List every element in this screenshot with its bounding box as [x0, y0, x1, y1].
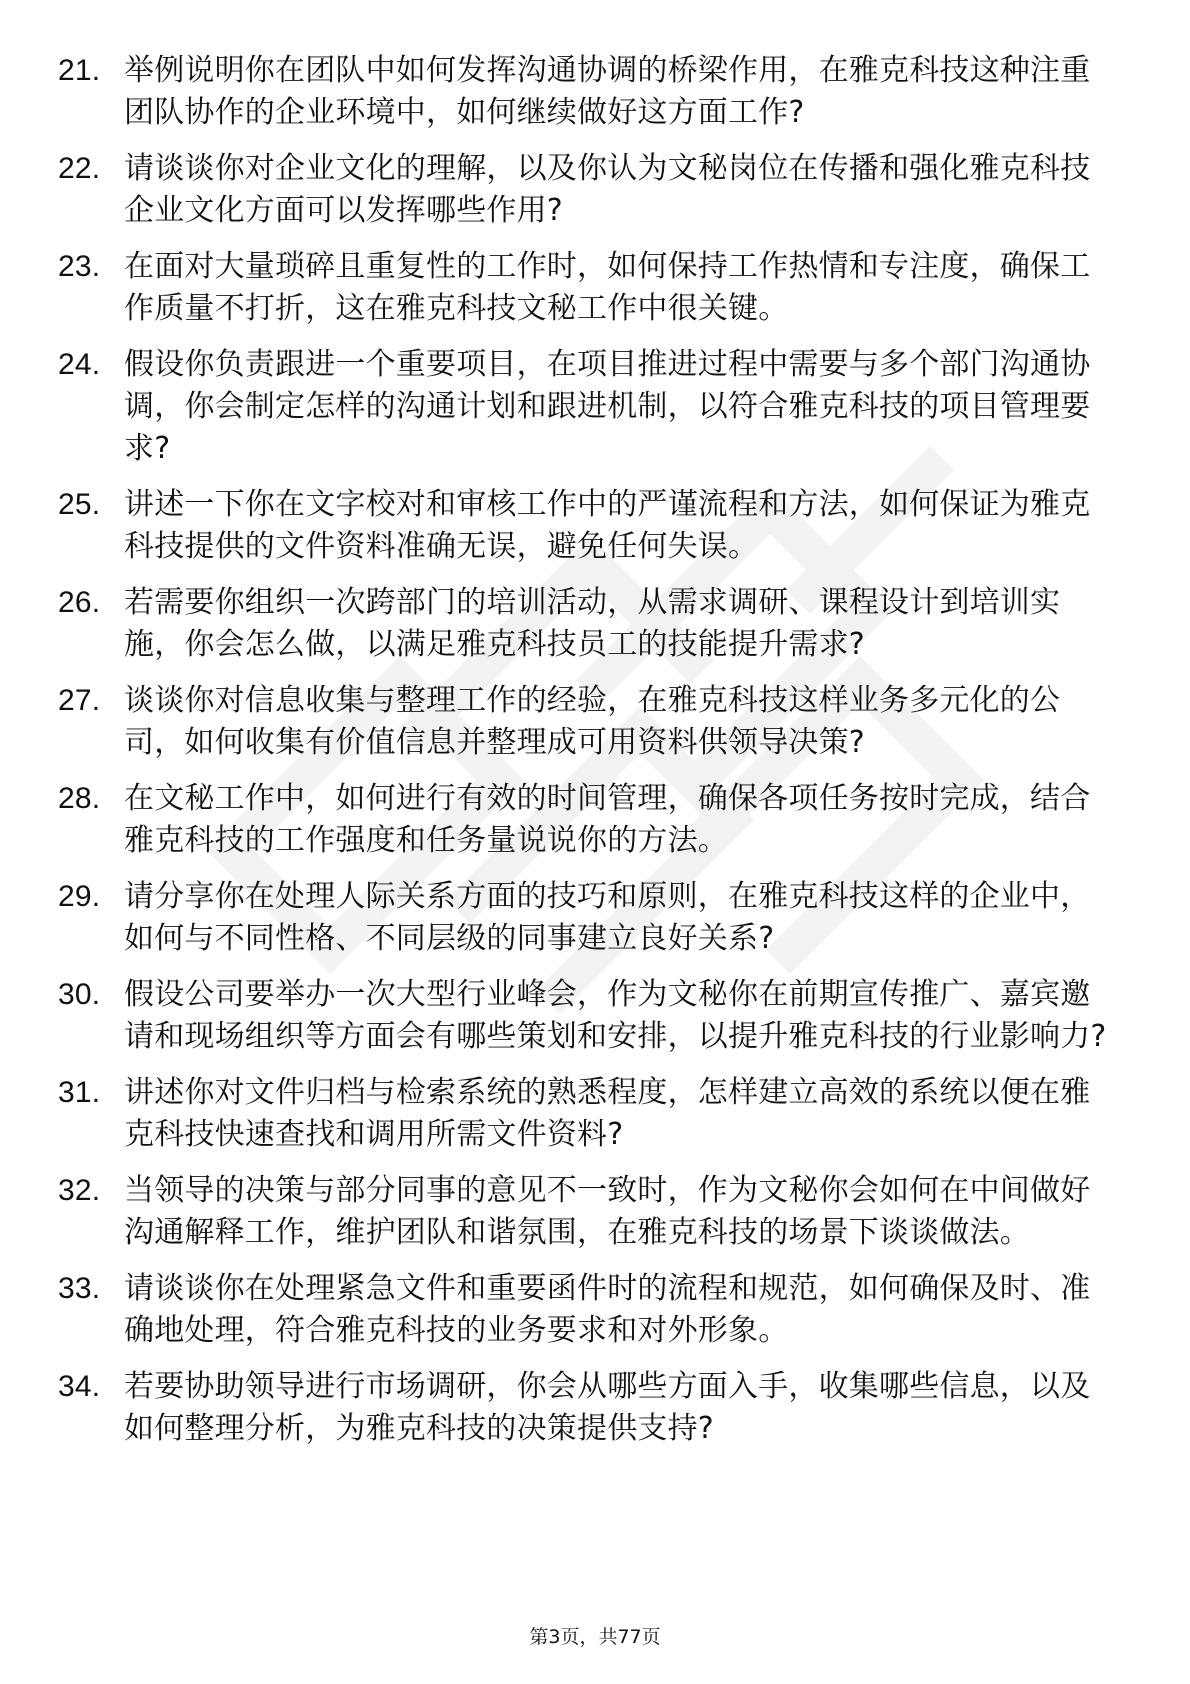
question-item — [0, 680, 1114, 764]
question-number: 28. — [58, 782, 101, 815]
question-text: 讲述一下你在文字校对和审核工作中的严谨流程和方法，如何保证为雅克科技提供的文件资料准确无误，避免任何失误。 — [124, 487, 1091, 564]
question-text: 请分享你在处理人际关系方面的技巧和原则，在雅克科技这样的企业中，如何与不同性格、不同层级的同事建立良好关系? — [124, 879, 1091, 956]
question-item — [0, 148, 1114, 232]
question-item — [0, 344, 1114, 470]
question-text: 举例说明你在团队中如何发挥沟通协调的桥梁作用，在雅克科技这种注重团队协作的企业环境中，如何继续做好这方面工作? — [124, 53, 1091, 130]
question-number: 29. — [58, 880, 101, 913]
question-item — [0, 876, 1114, 960]
question-text: 讲述你对文件归档与检索系统的熟悉程度，怎样建立高效的系统以便在雅克科技快速查找和调用所需文件资料? — [124, 1075, 1091, 1152]
question-number: 34. — [58, 1370, 101, 1403]
question-item — [0, 778, 1114, 862]
question-number: 22. — [58, 152, 101, 185]
question-text: 谈谈你对信息收集与整理工作的经验，在雅克科技这样业务多元化的公司，如何收集有价值信息并整理成可用资料供领导决策? — [124, 683, 1061, 760]
question-number: 26. — [58, 586, 101, 619]
question-number: 27. — [58, 684, 101, 717]
question-list — [0, 50, 1190, 1464]
question-text: 假设你负责跟进一个重要项目，在项目推进过程中需要与多个部门沟通协调，你会制定怎样的沟通计划和跟进机制，以符合雅克科技的项目管理要求? — [124, 347, 1091, 466]
question-number: 33. — [58, 1272, 101, 1305]
question-item — [0, 582, 1114, 666]
question-item — [0, 50, 1114, 134]
question-item — [0, 1072, 1114, 1156]
question-text: 请谈谈你在处理紧急文件和重要函件时的流程和规范，如何确保及时、准确地处理，符合雅克科技的业务要求和对外形象。 — [124, 1271, 1091, 1348]
question-text: 在面对大量琐碎且重复性的工作时，如何保持工作热情和专注度，确保工作质量不打折，这在雅克科技文秘工作中很关键。 — [124, 249, 1091, 326]
question-number: 25. — [58, 488, 101, 521]
question-item — [0, 1268, 1114, 1352]
question-text: 若要协助领导进行市场调研，你会从哪些方面入手，收集哪些信息，以及如何整理分析，为雅克科技的决策提供支持? — [124, 1369, 1091, 1446]
question-number: 31. — [58, 1076, 101, 1109]
question-number: 21. — [58, 54, 101, 87]
question-text: 若需要你组织一次跨部门的培训活动，从需求调研、课程设计到培训实施，你会怎么做，以满足雅克科技员工的技能提升需求? — [124, 585, 1061, 662]
question-text: 在文秘工作中，如何进行有效的时间管理，确保各项任务按时完成，结合雅克科技的工作强度和任务量说说你的方法。 — [124, 781, 1091, 858]
question-item — [0, 246, 1114, 330]
question-number: 23. — [58, 250, 101, 283]
page-footer: 第3页，共77页 — [529, 1626, 661, 1648]
question-item — [0, 974, 1114, 1058]
question-number: 24. — [58, 348, 101, 381]
question-text: 当领导的决策与部分同事的意见不一致时，作为文秘你会如何在中间做好沟通解释工作，维护团队和谐氛围，在雅克科技的场景下谈谈做法。 — [124, 1173, 1091, 1250]
question-text: 假设公司要举办一次大型行业峰会，作为文秘你在前期宣传推广、嘉宾邀请和现场组织等方面会有哪些策划和安排，以提升雅克科技的行业影响力? — [124, 977, 1107, 1054]
question-item — [0, 1366, 1114, 1450]
question-number: 32. — [58, 1174, 101, 1207]
question-text: 请谈谈你对企业文化的理解，以及你认为文秘岗位在传播和强化雅克科技企业文化方面可以发挥哪些作用? — [124, 151, 1091, 228]
question-number: 30. — [58, 978, 101, 1011]
question-item — [0, 1170, 1114, 1254]
question-item — [0, 484, 1114, 568]
